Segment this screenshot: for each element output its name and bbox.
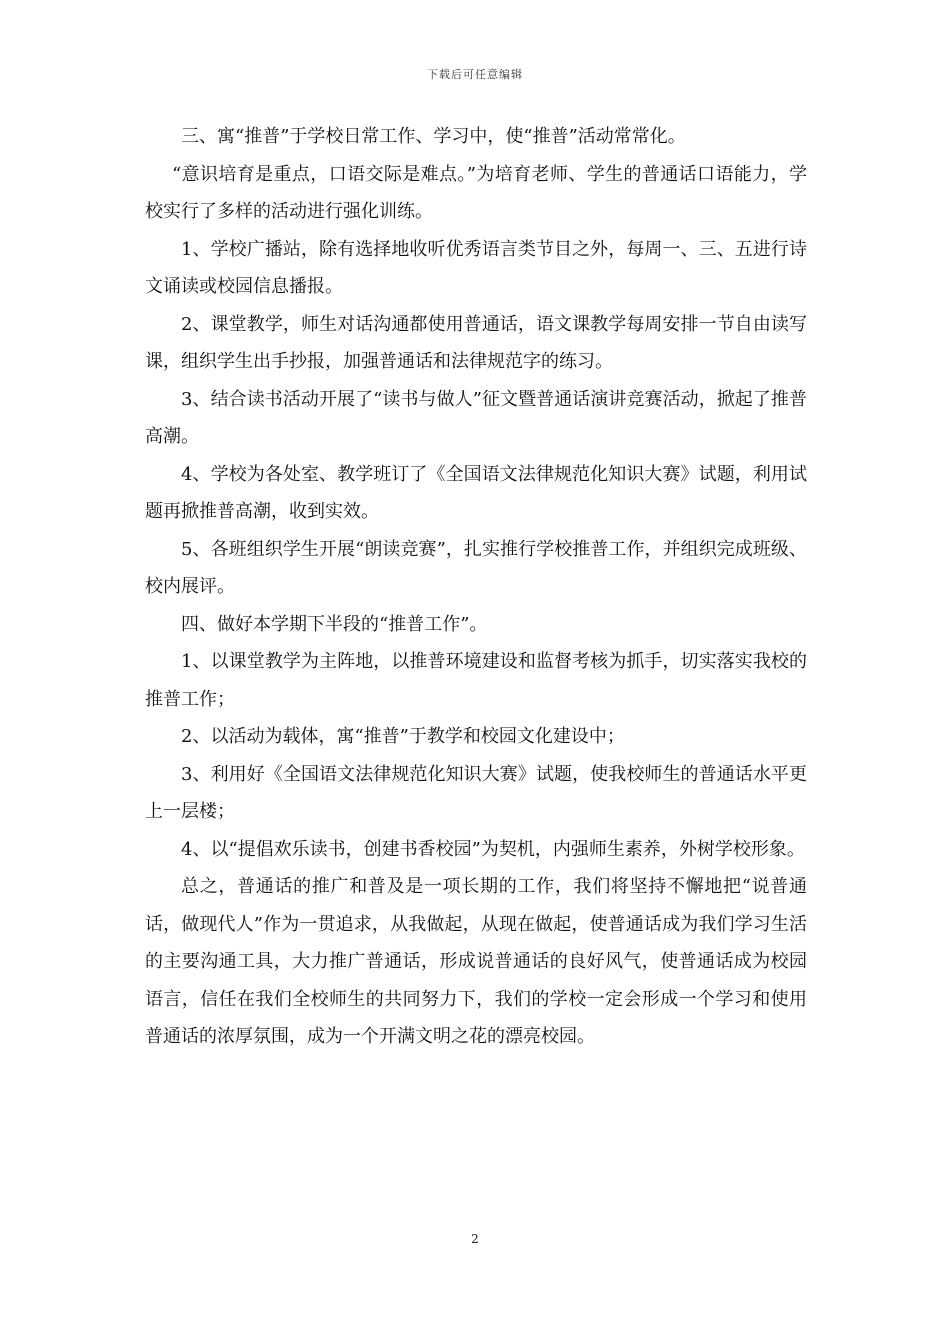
paragraph-conclusion: 总之，普通话的推广和普及是一项长期的工作，我们将坚持不懈地把“说普通话，做现代人”作为一贯追求，从我做起，从现在做起，使普通话成为我们学习生活的主要沟通工具，大力推广普通话，形成说普通话的良好风气，使普通话成为校园语言，信任在我们全校师生的共同努力下，我们的学校一定会形成一个学习和使用普通话的浓厚氛围，成为一个开满文明之花的漂亮校园。	[145, 876, 807, 1047]
paragraph-section-four-title: 四、做好本学期下半段的“推普工作”。	[181, 613, 488, 635]
paragraph-section-three-title: 三、寓“推普”于学校日常工作、学习中，使“推普”活动常常化。	[181, 126, 686, 147]
paragraph-item-4: 4、学校为各处室、教学班订了《全国语文法律规范化知识大赛》试题，利用试题再掀推普高潮，收到实效。	[145, 463, 807, 522]
paragraph-item-3: 3、结合读书活动开展了“读书与做人”征文暨普通话演讲竞赛活动，掀起了推普高潮。	[145, 388, 807, 447]
document-body	[145, 118, 807, 1056]
page-number: 2	[471, 1232, 479, 1246]
paragraph-plan-1: 1、以课堂教学为主阵地，以推普环境建设和监督考核为抓手，切实落实我校的推普工作；	[145, 651, 807, 710]
paragraph-item-1: 1、学校广播站，除有选择地收听优秀语言类节目之外，每周一、三、五进行诗文诵读或校园信息播报。	[145, 238, 807, 297]
paragraph-plan-2: 2、以活动为载体，寓“推普”于教学和校园文化建设中；	[181, 726, 625, 747]
paragraph-item-5: 5、各班组织学生开展“朗读竞赛”，扎实推行学校推普工作，并组织完成班级、校内展评。	[145, 538, 807, 597]
paragraph-item-2: 2、课堂教学，师生对话沟通都使用普通话，语文课教学每周安排一节自由读写课，组织学生出手抄报，加强普通话和法律规范字的练习。	[145, 313, 807, 372]
page-header: 下载后可任意编辑	[427, 68, 523, 81]
paragraph-plan-4: 4、以“提倡欢乐读书，创建书香校园”为契机，内强师生素养，外树学校形象。	[181, 838, 805, 860]
paragraph-plan-3: 3、利用好《全国语文法律规范化知识大赛》试题，使我校师生的普通话水平更上一层楼；	[145, 763, 807, 822]
paragraph-intro: “意识培育是重点，口语交际是难点。”为培育老师、学生的普通话口语能力，学校实行了多样的活动进行强化训练。	[145, 163, 807, 222]
